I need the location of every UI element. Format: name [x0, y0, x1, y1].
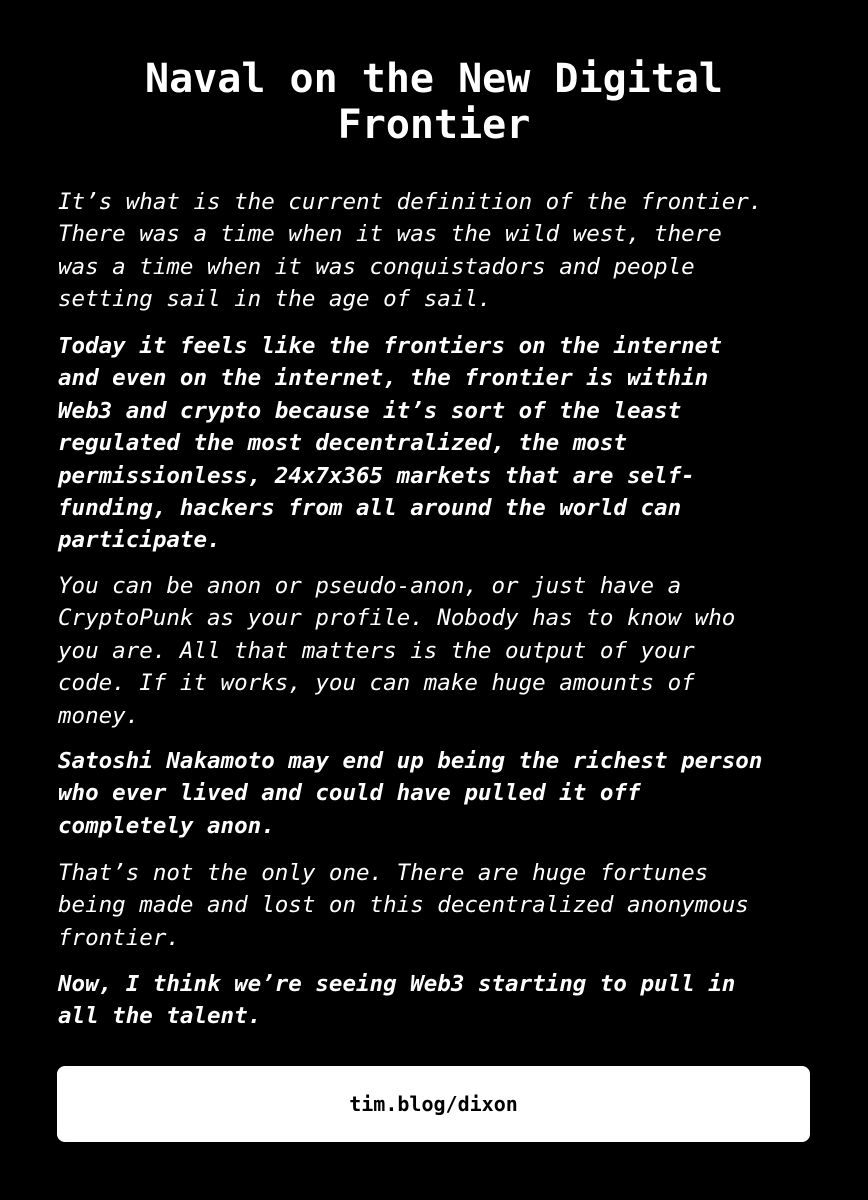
paragraph-2	[58, 330, 818, 557]
paragraph-4	[58, 745, 818, 842]
paragraph-3	[58, 570, 818, 732]
paragraph-line: regulated the most decentralized, the most	[58, 430, 627, 457]
paragraph-5	[58, 857, 818, 954]
paragraph-6	[58, 968, 818, 1033]
paragraph-line: permissionless, 24x7x365 markets that are self-	[58, 462, 695, 489]
paragraph-line: code. If it works, you can make huge amounts of	[58, 670, 695, 697]
paragraph-line: participate.	[58, 527, 221, 554]
paragraph-line: money.	[58, 702, 140, 729]
paragraph-line: you are. All that matters is the output of your	[58, 637, 695, 664]
source-link-box[interactable]	[57, 1066, 810, 1142]
paragraph-line: Now, I think we’re seeing Web3 starting to pull in	[58, 971, 736, 997]
paragraph-line: You can be anon or pseudo-anon, or just have a	[58, 573, 682, 599]
paragraph-line: frontier.	[58, 924, 180, 951]
paragraph-line: setting sail in the age of sail.	[58, 286, 492, 313]
paragraph-line: was a time when it was conquistadors and people	[58, 253, 695, 280]
paragraph-line: That’s not the only one. There are huge fortunes	[58, 860, 709, 886]
paragraph-line: Satoshi Nakamoto may end up being the richest person	[58, 748, 763, 774]
paragraph-line: Web3 and crypto because it’s sort of the least	[58, 397, 682, 424]
paragraph-line: funding, hackers from all around the world can	[58, 495, 682, 522]
paragraph-line: and even on the internet, the frontier is within	[58, 365, 709, 392]
paragraph-line: There was a time when it was the wild west, there	[58, 221, 722, 248]
paragraph-line: Today it feels like the frontiers on the internet	[58, 333, 722, 359]
paragraph-line: being made and lost on this decentralized anonymous	[58, 892, 749, 919]
paragraph-line: all the talent.	[58, 1003, 262, 1030]
paragraph-line: who ever lived and could have pulled it off	[58, 780, 641, 807]
page-title: Naval on the New Digital Frontier	[145, 56, 723, 148]
paragraph-line: CryptoPunk as your profile. Nobody has to know who	[58, 605, 736, 632]
paragraph-1	[58, 186, 818, 316]
source-link[interactable]: tim.blog/dixon	[349, 1092, 518, 1116]
paragraph-line: completely anon.	[58, 812, 275, 839]
paragraph-line: It’s what is the current definition of the frontier.	[58, 189, 763, 215]
